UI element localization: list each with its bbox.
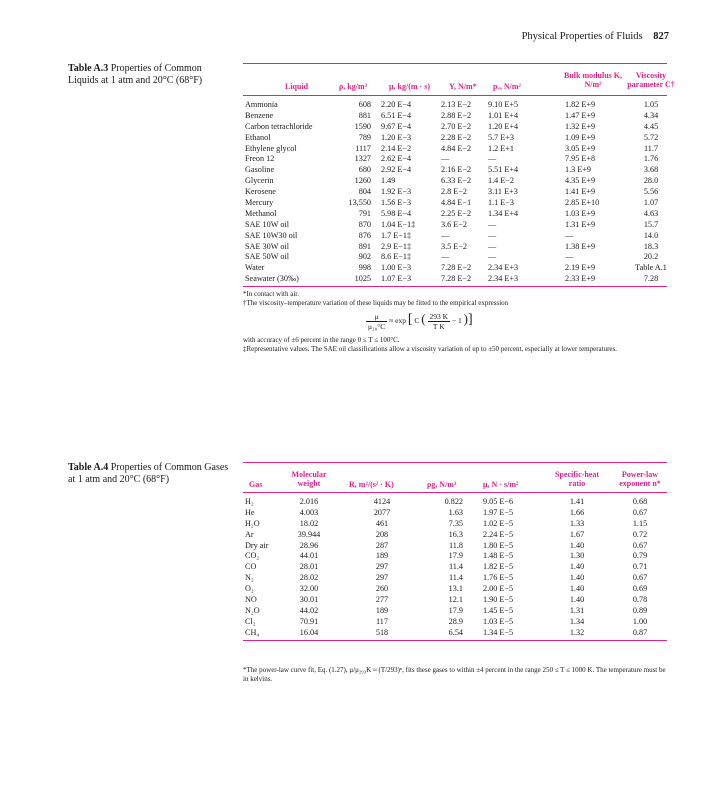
a4-cell-specific-weight: 1.63 [448,507,463,517]
table-a3-notes [243,290,669,308]
a3-cell-bulk-modulus: 1.03 E+9 [565,208,596,218]
a3-cell-viscosity: 2.92 E−4 [381,165,412,175]
a4-cell-specific-heat-ratio: 1.40 [569,562,585,572]
a3-cell-vapor-pressure: — [488,252,497,262]
a3-cell-surface-tension: 2.16 E−2 [441,165,472,175]
a4-cell-gas: O₂ [245,584,254,594]
header-molecular-weight-line1: Molecular [291,470,327,479]
a4-cell-gas-viscosity: 1.02 E−5 [483,518,514,528]
formula-inner-den: T K [432,321,445,331]
a4-cell-specific-heat-ratio: 1.41 [569,497,585,506]
table-a4-note-1: *The power-law curve fit, Eq. (1.27), μ/μ₂₉₃K ≈ (T/293)ⁿ, fits these gases to within ±4 percent in the range 250 ≤ T ≤ 1000 K. The temperature must be in kelvins. [243,666,666,683]
a3-cell-bulk-modulus: — [565,230,574,240]
a4-cell-molecular-weight: 2.016 [299,497,319,506]
formula-inner-num: 293 K [429,311,449,321]
a4-cell-molecular-weight: 70.91 [299,616,319,626]
a3-row [243,186,667,197]
page-number: 827 [653,31,669,42]
table-a3-body [243,96,667,286]
a3-cell-liquid: Ethylene glycol [245,143,297,153]
a4-cell-power-law: 0.78 [632,595,648,605]
table-a4-notes [243,666,669,684]
a3-cell-liquid: Glycerin [245,176,274,186]
table-a3-note-4: ‡Representative values. The SAE oil classifications allow a viscosity variation of up to ±50 percent, especially at lower temperatures. [243,345,618,353]
a3-cell-viscosity-parameter: 7.28 [643,274,659,284]
a4-cell-power-law: 0.69 [632,584,648,594]
a3-cell-viscosity-parameter: 14.0 [643,230,659,240]
table-a3-note-2: †The viscosity–temperature variation of these liquids may be fitted to the empirical expression [243,299,509,307]
a3-cell-density: 891 [358,241,371,251]
a3-row [243,208,667,219]
a4-cell-gas-viscosity: 1.34 E−5 [483,627,514,637]
a3-cell-vapor-pressure: 1.34 E+4 [488,208,519,218]
a3-cell-viscosity: 9.67 E−4 [381,121,412,131]
a4-cell-specific-weight: 16.3 [448,529,463,539]
a3-cell-viscosity: 1.49 [381,176,396,186]
a3-cell-surface-tension: 2.70 E−2 [441,121,472,131]
a3-row [243,262,667,273]
a3-cell-bulk-modulus: 1.09 E+9 [565,132,596,142]
a4-cell-gas-constant: 287 [375,540,389,550]
a4-cell-gas-viscosity: 1.82 E−5 [483,562,514,572]
a4-cell-gas: Dry air [245,540,269,550]
formula-inner [428,312,451,331]
a3-cell-liquid: SAE 10W oil [245,219,289,229]
a3-cell-surface-tension: — [441,252,450,262]
a3-row [243,143,667,154]
a3-cell-liquid: Freon 12 [245,154,275,164]
a4-cell-gas-constant: 117 [376,616,388,626]
table-a3-note-1: *In contact with air. [243,290,299,298]
a4-cell-gas: H₂O [245,518,260,528]
header-liquid: Liquid [285,82,309,91]
a4-cell-power-law: 0.79 [632,551,648,561]
a4-cell-gas: N₂ [245,573,254,583]
a4-row [243,518,667,529]
a4-cell-gas-viscosity: 1.90 E−5 [483,595,514,605]
a4-cell-molecular-weight: 44.02 [299,605,319,615]
header-bulk-modulus [557,71,629,89]
a4-cell-molecular-weight: 28.01 [299,562,319,572]
a4-row [243,561,667,572]
a3-cell-bulk-modulus: 1.82 E+9 [565,100,596,109]
a3-row [243,219,667,230]
a4-cell-molecular-weight: 16.04 [299,627,319,637]
a3-cell-liquid: Carbon tetrachloride [245,121,313,131]
a3-cell-viscosity: 1.00 E−3 [381,263,412,273]
a4-cell-gas-constant: 277 [375,595,389,605]
table-a4-caption [68,462,233,486]
header-viscosity-parameter-line1: Viscosity [635,71,667,80]
a3-cell-density: 13,550 [348,198,371,208]
a4-cell-power-law: 0.67 [632,540,648,550]
table-a4-caption-text: Properties of Common Gases at 1 atm and 20°C (68°F) [68,462,229,485]
a3-row [243,164,667,175]
a3-cell-density: 789 [358,132,371,142]
a3-cell-viscosity: 6.51 E−4 [381,110,412,120]
a4-cell-power-law: 0.67 [632,573,648,583]
table-a3-caption-text: Properties of Common Liquids at 1 atm and 20°C (68°F) [68,63,203,86]
a4-cell-molecular-weight: 32.00 [299,584,319,594]
a3-cell-bulk-modulus: 1.3 E+9 [565,165,591,175]
a4-row [243,616,667,627]
header-viscosity-parameter [625,71,677,89]
header-vapor-pressure: pᵥ, N/m² [493,82,521,91]
a3-cell-vapor-pressure: 9.10 E+5 [488,100,519,109]
a3-cell-vapor-pressure: 1.01 E+4 [488,110,519,120]
a4-cell-power-law: 0.68 [632,497,648,506]
a3-cell-liquid: Gasoline [245,165,275,175]
a3-cell-surface-tension: 2.88 E−2 [441,110,472,120]
a3-cell-density: 680 [358,165,371,175]
a4-cell-power-law: 0.67 [632,507,648,517]
a4-cell-gas-viscosity: 1.80 E−5 [483,540,514,550]
a3-cell-bulk-modulus: 7.95 E+8 [565,154,596,164]
a3-cell-vapor-pressure: 1.20 E+4 [488,121,519,131]
a3-cell-liquid: Benzene [245,110,274,120]
a4-cell-gas-constant: 518 [375,627,389,637]
a4-cell-gas-constant: 189 [375,551,389,561]
a4-cell-gas: Ar [245,529,254,539]
table-a3-header [243,64,675,96]
header-specific-heat-ratio [545,470,609,488]
header-power-law-line1: Power-law [621,470,659,479]
a3-cell-viscosity: 1.07 E−3 [381,274,412,284]
a3-cell-density: 1117 [355,143,371,153]
a4-cell-gas: N₂O [245,605,260,615]
a3-cell-liquid: Methanol [245,208,277,218]
a4-cell-gas: CO [245,562,257,572]
a3-cell-density: 881 [358,110,371,120]
a3-cell-viscosity: 5.98 E−4 [381,208,412,218]
table-a3-caption [68,63,233,87]
a4-cell-gas-constant: 461 [375,518,389,528]
a3-cell-liquid: Water [245,263,265,273]
a4-cell-gas-viscosity: 2.24 E−5 [483,529,514,539]
a3-cell-viscosity-parameter: 20.2 [643,252,659,262]
a4-cell-specific-weight: 0.822 [444,497,463,506]
table-a4-header [243,463,667,493]
a3-cell-density: 1260 [354,176,371,186]
a3-cell-density: 998 [358,263,371,273]
a3-row [243,251,667,262]
a4-cell-molecular-weight: 30.01 [299,595,319,605]
a4-cell-specific-weight: 12.1 [448,595,463,605]
a3-cell-viscosity: 1.7 E−1‡ [381,230,412,240]
a3-cell-vapor-pressure: 2.34 E+3 [488,274,519,284]
a3-cell-bulk-modulus: 4.35 E+9 [565,176,596,186]
a4-cell-gas-viscosity: 1.76 E−5 [483,573,514,583]
a3-cell-liquid: Kerosene [245,187,276,197]
a4-cell-specific-heat-ratio: 1.66 [569,507,585,517]
a4-cell-gas-constant: 189 [375,605,389,615]
a4-cell-specific-heat-ratio: 1.34 [569,616,585,626]
header-specific-heat-line1: Specific-heat [555,470,599,479]
a3-cell-viscosity: 1.04 E−1‡ [381,219,416,229]
a4-cell-gas-viscosity: 1.97 E−5 [483,507,514,517]
a3-row [243,175,667,186]
running-head-title: Physical Properties of Fluids [521,31,643,42]
a3-cell-vapor-pressure: 3.11 E+3 [488,187,518,197]
a4-cell-specific-heat-ratio: 1.33 [569,518,585,528]
a3-cell-bulk-modulus: 1.47 E+9 [565,110,596,120]
a3-cell-surface-tension: 4.84 E−1 [441,198,472,208]
a3-cell-viscosity: 2.14 E−2 [381,143,412,153]
a3-cell-bulk-modulus: 3.05 E+9 [565,143,596,153]
a3-cell-surface-tension: 4.84 E−2 [441,143,472,153]
header-surface-tension: Y, N/m* [449,82,477,91]
a3-cell-viscosity: 2.9 E−1‡ [381,241,412,251]
header-gas: Gas [249,480,263,489]
a3-cell-density: 1025 [354,274,371,284]
a4-cell-specific-heat-ratio: 1.30 [569,551,585,561]
a3-row [243,110,667,121]
a3-cell-viscosity-parameter: 18.3 [643,241,659,251]
a4-cell-gas: Cl₂ [245,616,256,626]
a3-cell-viscosity-parameter: 11.7 [643,143,659,153]
a3-cell-viscosity: 1.56 E−3 [381,198,412,208]
a3-cell-viscosity: 8.6 E−1‡ [381,252,412,262]
a3-cell-liquid: Mercury [245,198,274,208]
a3-cell-viscosity: 2.20 E−4 [381,100,412,109]
a3-cell-viscosity: 2.62 E−4 [381,154,412,164]
header-viscosity: μ, kg/(m · s) [389,82,430,91]
a4-cell-gas-viscosity: 9.05 E−6 [483,497,514,506]
a3-cell-vapor-pressure: 5.7 E+3 [488,132,514,142]
a3-cell-surface-tension: 2.28 E−2 [441,132,472,142]
header-gas-constant: R, m²/(s² · K) [349,480,394,489]
a4-cell-specific-heat-ratio: 1.40 [569,540,585,550]
a3-cell-density: 902 [358,252,371,262]
a4-cell-power-law: 1.00 [632,616,648,626]
a3-cell-viscosity-parameter: 1.07 [643,198,659,208]
a3-cell-viscosity: 1.20 E−3 [381,132,412,142]
a3-row [243,99,667,110]
formula-lhs-den: μ₂₀°C [368,321,386,331]
a3-cell-bulk-modulus: 1.31 E+9 [565,219,596,229]
a3-cell-surface-tension: — [441,230,450,240]
a4-cell-specific-weight: 17.9 [448,551,463,561]
a3-cell-viscosity-parameter: 28.0 [643,176,659,186]
a4-cell-gas-constant: 208 [375,529,389,539]
a4-row [243,550,667,561]
a3-cell-viscosity-parameter: 5.56 [643,187,659,197]
a4-cell-specific-weight: 11.4 [448,573,463,583]
a4-cell-gas-constant: 4124 [373,497,391,506]
a3-cell-bulk-modulus: 2.33 E+9 [565,274,596,284]
a4-cell-specific-heat-ratio: 1.67 [569,529,585,539]
a3-cell-viscosity-parameter: 4.45 [643,121,659,131]
header-molecular-weight-line2: weight [297,479,321,488]
a4-row [243,594,667,605]
a3-row [243,153,667,164]
a3-cell-viscosity-parameter: Table A.1 [635,263,667,273]
table-a4-label: Table A.4 [68,462,109,473]
a4-cell-gas-constant: 2077 [373,507,391,517]
a4-cell-specific-weight: 6.54 [448,627,463,637]
a4-cell-specific-heat-ratio: 1.40 [569,595,585,605]
a4-cell-gas-viscosity: 1.45 E−5 [483,605,514,615]
a4-cell-gas-viscosity: 1.03 E−5 [483,616,514,626]
a3-cell-viscosity-parameter: 4.34 [643,110,659,120]
a4-cell-specific-weight: 28.9 [448,616,463,626]
a4-cell-molecular-weight: 39.944 [297,529,321,539]
a3-cell-vapor-pressure: 1.4 E−2 [488,176,514,186]
a3-cell-vapor-pressure: — [488,154,497,164]
a3-cell-density: 1327 [354,154,371,164]
a4-row [243,572,667,583]
a4-cell-gas: CO₂ [245,551,260,561]
a4-row [243,529,667,540]
a4-cell-gas: H₂ [245,497,254,506]
a4-cell-specific-heat-ratio: 1.32 [569,627,585,637]
a3-cell-viscosity-parameter: 4.63 [643,208,659,218]
a3-cell-vapor-pressure: — [488,241,497,251]
formula-minus: − 1 [451,316,462,325]
table-a3-note-3: with accuracy of ±6 percent in the range 0 ≤ T ≤ 100°C. [243,336,400,344]
a4-row [243,605,667,616]
a3-row [243,132,667,143]
a3-cell-surface-tension: 3.6 E−2 [441,219,467,229]
a3-cell-viscosity-parameter: 1.05 [643,100,659,109]
table-a3-label: Table A.3 [68,63,109,74]
a3-cell-bulk-modulus: 1.32 E+9 [565,121,596,131]
a3-cell-density: 804 [358,187,371,197]
a4-row [243,627,667,638]
formula-lhs-num: μ [366,312,387,322]
a3-cell-liquid: Ethanol [245,132,271,142]
table-a3-notes-cont [243,336,669,354]
a4-cell-gas-constant: 297 [375,573,389,583]
a4-cell-molecular-weight: 28.96 [299,540,319,550]
a3-row [243,273,667,284]
header-bulk-modulus-line2: N/m² [584,80,602,89]
header-power-law [613,470,667,488]
a3-row [243,230,667,241]
a4-cell-molecular-weight: 44.01 [299,551,319,561]
a3-cell-vapor-pressure: 2.34 E+3 [488,263,519,273]
header-gas-viscosity: μ, N · s/m² [483,480,519,489]
a3-row [243,197,667,208]
a4-cell-specific-heat-ratio: 1.31 [569,605,585,615]
a3-cell-liquid: Seawater (30‰) [245,274,299,284]
a4-cell-power-law: 0.87 [632,627,648,637]
table-a3 [243,63,675,287]
a4-row [243,507,667,518]
a3-cell-viscosity-parameter: 5.72 [643,132,659,142]
a3-cell-surface-tension: 7.28 E−2 [441,263,472,273]
a4-cell-specific-weight: 11.4 [448,562,463,572]
a3-cell-density: 791 [358,208,371,218]
header-specific-heat-line2: ratio [568,479,586,488]
a3-cell-density: 870 [358,219,371,229]
header-bulk-modulus-line1: Bulk modulus K, [563,71,623,80]
a3-cell-viscosity-parameter: 1.76 [643,154,659,164]
a4-cell-molecular-weight: 18.02 [299,518,319,528]
a4-cell-gas-viscosity: 1.48 E−5 [483,551,514,561]
a3-cell-bulk-modulus: 1.41 E+9 [565,187,596,197]
header-molecular-weight [279,470,339,488]
header-viscosity-parameter-line2: parameter C† [627,80,675,89]
a4-cell-power-law: 0.72 [632,529,648,539]
a4-row [243,583,667,594]
table-a4-body [243,493,667,640]
a3-cell-vapor-pressure: 1.2 E+1 [488,143,514,153]
a4-cell-gas: CH₄ [245,627,260,637]
a3-cell-liquid: SAE 50W oil [245,252,289,262]
a3-cell-surface-tension: 3.5 E−2 [441,241,467,251]
header-specific-weight: ρg, N/m³ [427,480,457,489]
a3-cell-surface-tension: — [441,154,450,164]
a3-cell-density: 876 [358,230,371,240]
a4-cell-molecular-weight: 28.02 [299,573,319,583]
a3-cell-bulk-modulus: 1.38 E+9 [565,241,596,251]
table-a4 [243,462,667,641]
a3-cell-bulk-modulus: 2.85 E+10 [565,198,600,208]
a4-cell-power-law: 1.15 [632,518,648,528]
a3-cell-liquid: SAE 30W oil [245,241,289,251]
a4-cell-power-law: 0.89 [632,605,648,615]
a4-cell-specific-weight: 17.9 [448,605,463,615]
a3-cell-vapor-pressure: — [488,230,497,240]
a3-row [243,121,667,132]
a3-cell-surface-tension: 2.25 E−2 [441,208,472,218]
a4-row [243,540,667,551]
a4-cell-specific-weight: 7.35 [448,518,463,528]
a3-cell-density: 1590 [354,121,371,131]
a3-cell-surface-tension: 2.8 E−2 [441,187,467,197]
a4-cell-gas: NO [245,595,257,605]
a3-cell-bulk-modulus: 2.19 E+9 [565,263,596,273]
a3-row [243,241,667,252]
a3-cell-liquid: Ammonia [245,100,278,109]
a4-cell-molecular-weight: 4.003 [299,507,319,517]
a4-row [243,496,667,507]
a4-cell-power-law: 0.71 [632,562,648,572]
viscosity-formula: $\frac{\mu}{\text{μ₂₀°C}}$ ≈ exp [ C ( $\frac{293 K}{\text{T K}}$ − 1 )] [368,311,473,331]
a3-cell-density: 608 [358,100,371,109]
formula-lhs [366,312,387,331]
header-power-law-line2: exponent n* [619,479,661,488]
formula-c: C [414,316,420,325]
a3-cell-surface-tension: 2.13 E−2 [441,100,472,109]
formula-approx: ≈ exp [389,316,406,325]
a3-cell-viscosity-parameter: 15.7 [643,219,659,229]
a3-cell-bulk-modulus: — [565,252,574,262]
a3-cell-vapor-pressure: — [488,219,497,229]
a4-cell-gas-constant: 297 [375,562,389,572]
a4-cell-specific-heat-ratio: 1.40 [569,584,585,594]
a3-cell-viscosity: 1.92 E−3 [381,187,412,197]
a3-cell-liquid: SAE 10W30 oil [245,230,298,240]
header-density: ρ, kg/m³ [339,82,368,91]
a3-cell-viscosity-parameter: 3.68 [643,165,659,175]
a4-cell-specific-weight: 11.8 [448,540,463,550]
a3-cell-vapor-pressure: 1.1 E−3 [488,198,514,208]
a4-cell-gas: He [245,507,255,517]
a4-cell-gas-viscosity: 2.00 E−5 [483,584,514,594]
running-head [522,31,669,42]
a4-cell-specific-weight: 13.1 [448,584,463,594]
a3-cell-surface-tension: 6.33 E−2 [441,176,472,186]
a3-cell-vapor-pressure: 5.51 E+4 [488,165,519,175]
a4-cell-specific-heat-ratio: 1.40 [569,573,585,583]
a4-cell-gas-constant: 260 [375,584,389,594]
a3-cell-surface-tension: 7.28 E−2 [441,274,472,284]
